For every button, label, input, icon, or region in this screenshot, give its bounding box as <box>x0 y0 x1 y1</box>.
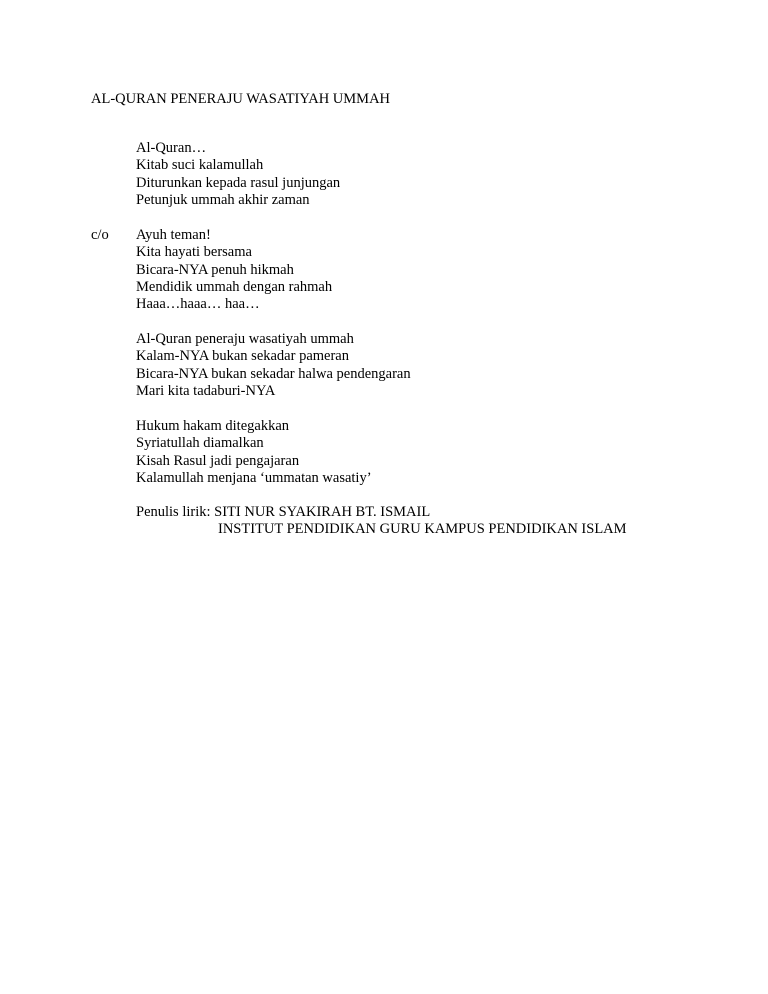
chorus-marker: c/o <box>91 227 109 243</box>
lyric-line: Petunjuk ummah akhir zaman <box>136 191 310 208</box>
lyric-line: Al-Quran… <box>136 140 207 156</box>
document-title: AL-QURAN PENERAJU WASATIYAH UMMAH <box>91 91 391 107</box>
stanza-4 <box>136 418 372 487</box>
lyric-line: Ayuh teman! <box>136 227 211 243</box>
lyric-line: Diturunkan kepada rasul junjungan <box>136 174 341 191</box>
lyric-line: Syriatullah diamalkan <box>136 435 264 452</box>
lyric-line: Kitab suci kalamullah <box>136 157 264 174</box>
lyric-line: Kalam-NYA bukan sekadar pameran <box>136 348 349 365</box>
credits-block <box>136 504 627 539</box>
lyric-line: Haaa…haaa… haa… <box>136 296 260 313</box>
stanza-3 <box>136 331 411 400</box>
credits-author-row <box>136 504 627 521</box>
lyric-line: Al-Quran peneraju wasatiyah ummah <box>136 331 354 347</box>
stanza-1 <box>136 140 340 209</box>
lyric-line: Kita hayati bersama <box>136 244 252 261</box>
lyric-line: Bicara-NYA bukan sekadar halwa pendengaran <box>136 365 411 382</box>
lyric-line: Hukum hakam ditegakkan <box>136 418 290 434</box>
lyric-line: Bicara-NYA penuh hikmah <box>136 261 294 278</box>
credits-institution: INSTITUT PENDIDIKAN GURU KAMPUS PENDIDIKAN ISLAM <box>218 521 627 538</box>
lyric-line: Kisah Rasul jadi pengajaran <box>136 452 300 469</box>
lyric-line: Mari kita tadaburi-NYA <box>136 382 276 399</box>
credits-author: SITI NUR SYAKIRAH BT. ISMAIL <box>214 504 431 520</box>
lyric-line: Kalamullah menjana ‘ummatan wasatiy’ <box>136 469 372 486</box>
stanza-2-chorus <box>136 227 332 313</box>
credits-institution-row <box>136 521 627 538</box>
lyric-line: Mendidik ummah dengan rahmah <box>136 278 333 295</box>
credits-label: Penulis lirik: <box>136 504 211 520</box>
